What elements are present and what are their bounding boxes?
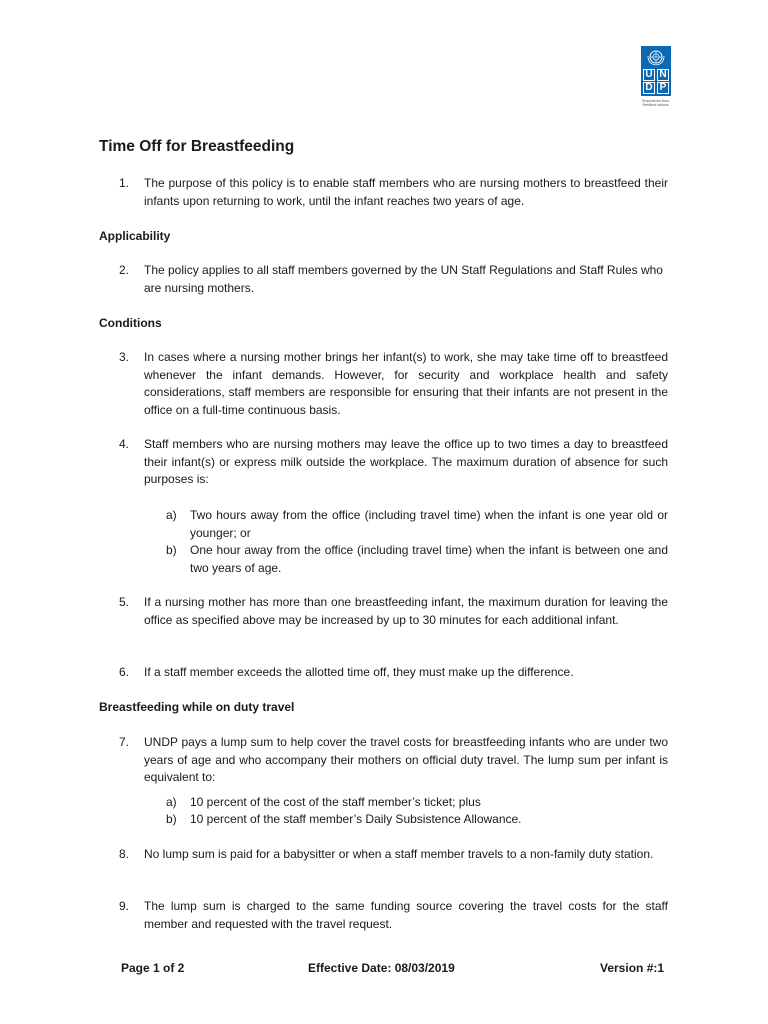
item-text: In cases where a nursing mother brings her infant(s) to work, she may take time off to breastfeed whenever the infant demands. However, for security and workplace health and safety considerations, staff members are responsible for ensuring that their infants are not present in the office on a full-time continuous basis.: [144, 350, 668, 417]
item-number: 2.: [119, 263, 130, 277]
item-text: UNDP pays a lump sum to help cover the travel costs for breastfeeding infants who are under two years of age and who accompany their mothers on official duty travel. The lump sum per infant is equivalent to:: [144, 735, 668, 784]
sub-item-text: 10 percent of the staff member’s Daily Subsistence Allowance.: [190, 812, 522, 826]
list-item: [119, 664, 668, 682]
logo-row-dp: [643, 81, 669, 94]
item-text: If a staff member exceeds the allotted time off, they must make up the difference.: [144, 665, 574, 679]
item-text: If a nursing mother has more than one breastfeeding infant, the maximum duration for leaving the office as specified above may be increased by up to 30 minutes for each additional infant.: [144, 595, 668, 627]
item-number: 6.: [119, 665, 130, 679]
sub-item-text: One hour away from the office (including travel time) when the infant is between one and two years of age.: [190, 543, 668, 575]
footer-effective-date: Effective Date: 08/03/2019: [308, 961, 455, 975]
item-number: 4.: [119, 437, 130, 451]
item-text: The purpose of this policy is to enable staff members who are nursing mothers to breastfeed their infants upon returning to work, until the infant reaches two years of age.: [144, 176, 668, 208]
sub-list-item: [166, 507, 668, 542]
item-text: The policy applies to all staff members governed by the UN Staff Regulations and Staff Rules who are nursing mothers.: [144, 263, 663, 295]
logo-letter: N: [657, 69, 669, 81]
footer-version: Version #:1: [600, 961, 665, 975]
sub-item-letter: a): [166, 508, 177, 522]
sub-list-item: [166, 794, 668, 812]
sub-list-item: [166, 811, 668, 829]
sub-list-item: [166, 542, 668, 577]
logo-tagline: Empowered lives. Resilient nations.: [642, 99, 670, 107]
sub-item-letter: b): [166, 812, 177, 826]
list-item: [119, 734, 668, 787]
footer-page-number: Page 1 of 2: [121, 961, 185, 975]
list-item: [119, 898, 668, 933]
sub-item-letter: a): [166, 795, 177, 809]
item-text: No lump sum is paid for a babysitter or when a staff member travels to a non-family duty station.: [144, 847, 654, 861]
list-item: [119, 262, 668, 297]
item-number: 8.: [119, 847, 130, 861]
sub-item-text: 10 percent of the cost of the staff member’s ticket; plus: [190, 795, 481, 809]
section-heading-duty-travel: Breastfeeding while on duty travel: [99, 700, 295, 714]
logo-letter: U: [643, 69, 655, 81]
list-item: [119, 594, 668, 629]
undp-logo-box: [641, 46, 671, 96]
item-number: 1.: [119, 176, 130, 190]
item-number: 5.: [119, 595, 130, 609]
undp-logo: [641, 46, 671, 107]
item-text: The lump sum is charged to the same funding source covering the travel costs for the staff member and requested with the travel request.: [144, 899, 668, 931]
logo-row-un: [643, 68, 669, 81]
section-heading-applicability: Applicability: [99, 229, 171, 243]
item-number: 9.: [119, 899, 130, 913]
item-number: 3.: [119, 350, 130, 364]
logo-letter: P: [657, 82, 669, 94]
item-number: 7.: [119, 735, 130, 749]
logo-letter: D: [643, 82, 655, 94]
un-emblem-icon: [643, 48, 669, 68]
sub-item-letter: b): [166, 543, 177, 557]
list-item: [119, 846, 668, 864]
list-item: [119, 175, 668, 210]
page-title: Time Off for Breastfeeding: [99, 138, 295, 155]
list-item: [119, 436, 668, 489]
section-heading-conditions: Conditions: [99, 316, 162, 330]
item-text: Staff members who are nursing mothers may leave the office up to two times a day to breastfeed their infant(s) or express milk outside the workplace. The maximum duration of absence for such purposes is:: [144, 437, 668, 486]
list-item: [119, 349, 668, 419]
sub-item-text: Two hours away from the office (including travel time) when the infant is one year old or younger; or: [190, 508, 668, 540]
